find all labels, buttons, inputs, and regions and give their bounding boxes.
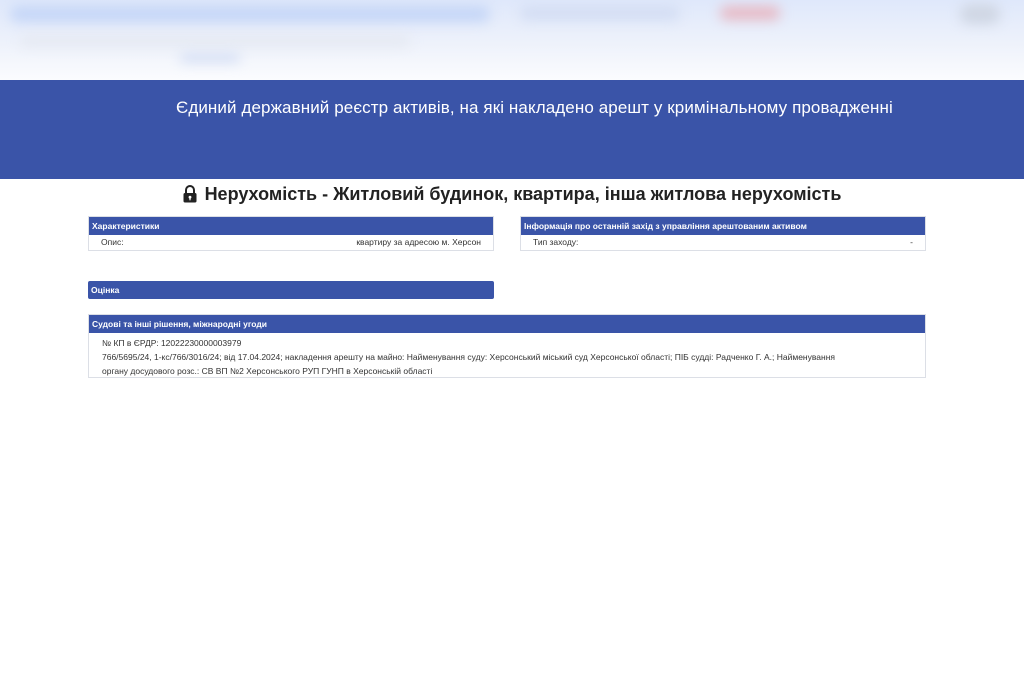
management-info-row-type [521, 235, 925, 250]
site-header [0, 80, 1024, 179]
browser-chrome-blurred [0, 0, 1024, 80]
page-title [0, 184, 1024, 208]
blurred-tab-indicator [720, 6, 780, 20]
characteristics-row-description [89, 235, 493, 250]
blurred-window-controls [960, 4, 1000, 24]
court-decisions-panel-title: Судові та інші рішення, міжнародні угоди [89, 315, 925, 333]
measure-type-value: - [910, 237, 913, 247]
measure-type-label: Тип заходу: [533, 237, 579, 247]
description-value: квартиру за адресою м. Херсон [356, 237, 481, 247]
blurred-address-bar [20, 36, 410, 46]
management-info-panel-title: Інформація про останній захід з управління арештованим активом [521, 217, 925, 235]
decision-details-line-1: 766/5695/24, 1-кс/766/3016/24; від 17.04.2024; накладення арешту на майно: Найменування суду: Херсонський міський суд Херсонської області; ПІБ судді: Радченко Г. А.; Найменування [102, 352, 836, 362]
evaluation-panel [88, 281, 494, 300]
decision-details-line-2: органу досудового розс.: СВ ВП №2 Херсонського РУП ГУНП в Херсонській області [102, 366, 433, 376]
blurred-tab-bar [10, 6, 490, 22]
characteristics-panel-title: Характеристики [89, 217, 493, 235]
evaluation-panel-title: Оцінка [88, 281, 494, 299]
blurred-bookmark [180, 54, 240, 62]
lock-icon [183, 185, 197, 208]
characteristics-panel [88, 216, 494, 251]
registry-title: Єдиний державний реєстр активів, на які накладено арешт у кримінальному провадженні [176, 98, 893, 117]
blurred-tab [520, 6, 680, 20]
court-decision-entry [89, 333, 925, 378]
description-label: Опис: [101, 237, 124, 247]
case-number: № КП в ЄРДР: 12022230000003979 [102, 338, 242, 348]
court-decisions-panel [88, 314, 926, 378]
page-title-text: Нерухомість - Житловий будинок, квартира, інша житлова нерухомість [204, 184, 842, 204]
management-info-panel [520, 216, 926, 251]
